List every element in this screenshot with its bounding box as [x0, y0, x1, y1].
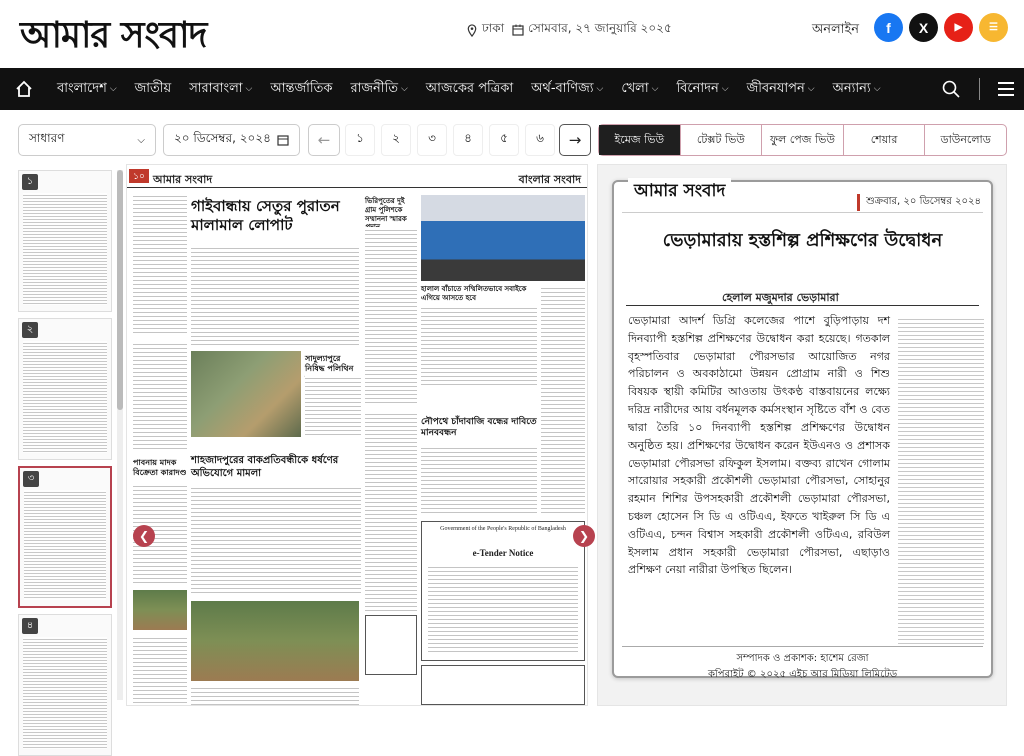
chevron-down-icon: ⌵: [721, 84, 729, 94]
date-picker-value: ২০ ডিসেম্বর, ২০২৪: [174, 131, 271, 145]
home-icon[interactable]: [0, 68, 48, 110]
view-tab[interactable]: টেক্সট ভিউ: [680, 125, 762, 155]
site-logo[interactable]: আমার সংবাদ: [20, 14, 207, 56]
nav-item[interactable]: [612, 79, 667, 100]
thumbnail-number: ৩: [23, 471, 39, 487]
search-icon[interactable]: [931, 68, 971, 110]
clipping-panel: [597, 164, 1007, 706]
nav-item[interactable]: [180, 79, 261, 100]
current-date: [512, 20, 672, 40]
main-headline[interactable]: গাইবান্ধায় সেতুর পুরাতন মালামাল লোপাট: [191, 197, 340, 234]
thumbnail-preview: [23, 193, 107, 305]
clipping-body: ভেড়ামারা আদর্শ ডিগ্রি কলেজের পাশে বুড়িপাড়ায় দশ দিনব্যাপী হস্তশিল্প প্রশিক্ষণের উদ্বোধন করা হয়েছে। গতকাল বৃহস্পতিবার ভেড়ামারা পৌরসভার আয়োজিত নগর পরিচালন ও অবকাঠামো উন্নয়ন প্রোগ্রাম নারী ও শিশু বিষয়ক স্থায়ী কমিটির আওতায় উৎকণ্ঠ বাস্তবায়নের লক্ষ্যে দরিদ্র নারীদের আয় বর্ধনমূলক কর্মসংস্থান সৃষ্টিতে বাঁশ ও বেত দ্বারা তৈরি ১০ দিনব্যাপী হস্তশিল্প প্রশিক্ষণের উদ্বোধন অনুষ্ঠিত হয়। প্রশিক্ষণের উদ্বোধন করেন ইউএনও ও প্রশাসক ভেড়ামারা পৌরসভা রফিকুল ইসলাম। বক্তব্য রাখেন গোলাম সারোয়ার সহকারী প্রকৌশলী ভেড়ামারা পৌরসভা, সোহানুর রহমান শিশির উপসহকারী প্রকৌশলী ভেড়ামারা পৌরসভা, চঞ্চল হোসেন সি ডি এ ওটিএএ, ইফতে খাইরুল সি ডি এ ওটিএএ, চন্দন বিশ্বাস সহকারী প্রকৌশলী ওটিএএ, রবিউল ইসলাম প্রধান সহকারী ভেড়ামারা পৌরসভা, এছাড়াও প্রশিক্ষণ নেয়া নারীরা উপস্থিত ছিলেন।: [628, 314, 890, 577]
text-column[interactable]: [191, 245, 359, 345]
article-headline[interactable]: ভিরিপুতের দুই গ্রাম পুলিশকে সম্মাননা স্মারক: [365, 196, 407, 223]
text-column[interactable]: [365, 227, 417, 405]
page-thumbnail[interactable]: [18, 466, 112, 608]
nav-item-label: আন্তর্জাতিক: [270, 80, 333, 96]
nav-item[interactable]: [824, 79, 890, 100]
main-nav: [0, 68, 1024, 110]
x-twitter-icon[interactable]: X: [909, 13, 938, 42]
arrow-right-icon: →: [568, 131, 582, 149]
chevron-down-icon: ⌵: [596, 84, 604, 94]
nav-item-label: সারাবাংলা: [189, 80, 243, 96]
page-number-button[interactable]: ৩: [417, 124, 447, 156]
nav-item[interactable]: [417, 79, 522, 100]
page-number-badge: ১০: [129, 169, 149, 183]
view-tab[interactable]: ফুল পেজ ভিউ: [761, 125, 843, 155]
clipping-headline: ভেড়ামারায় হস্তশিল্প প্রশিক্ষণের উদ্বোধন: [662, 230, 943, 251]
facebook-icon[interactable]: f: [874, 13, 903, 42]
chevron-down-icon: ⌵: [873, 84, 881, 94]
chevron-down-icon: ⌵: [807, 84, 815, 94]
masthead-rule: [127, 187, 587, 188]
footer-rule: [622, 646, 983, 647]
page-thumbnail[interactable]: [18, 318, 112, 460]
byline-rule: [626, 305, 979, 306]
page-number-button[interactable]: ২: [381, 124, 411, 156]
tender-text: [428, 564, 578, 654]
thumbnail-preview: [24, 490, 106, 600]
nav-item-label: অন্যান্য: [832, 80, 871, 96]
calendar-icon: [512, 24, 524, 36]
clipping-date: শুক্রবার, ২০ ডিসেম্বর ২০২৪: [857, 194, 981, 211]
location-pin-icon: [466, 24, 478, 37]
chevron-down-icon: ⌵: [245, 84, 253, 94]
page-thumbnail[interactable]: [18, 170, 112, 312]
article-headline[interactable]: নৌপথে চাঁদাবাজি বন্ধের দাবিতে মানববন্ধন: [421, 417, 537, 439]
nav-item[interactable]: [667, 79, 737, 100]
youtube-icon[interactable]: ▶: [944, 13, 973, 42]
thumbnail-preview: [23, 637, 107, 749]
view-tab[interactable]: শেয়ার: [843, 125, 925, 155]
nav-item[interactable]: [738, 79, 824, 100]
clipping-byline: হেলাল মজুমদার ভেড়ামারা: [722, 291, 839, 304]
date-picker[interactable]: [163, 124, 300, 156]
quote-headline[interactable]: হালাল বাঁচাতে সম্মিলিতভাবে সবাইকে এগিয়ে আসতে হবে: [421, 284, 527, 302]
text-column[interactable]: [133, 193, 187, 333]
nav-item-label: খেলা: [621, 80, 649, 96]
thumbnail-number: ২: [22, 322, 38, 338]
chevron-down-icon: ⌵: [651, 84, 659, 94]
article-headline[interactable]: সাদুল্যাপুরে নিষিদ্ধ পলিথিন: [305, 353, 354, 373]
nav-item-label: আজকের পত্রিকা: [425, 80, 514, 96]
tender-notice[interactable]: [421, 665, 585, 705]
hamburger-menu-icon[interactable]: [988, 68, 1024, 110]
newspaper-page[interactable]: [126, 164, 588, 706]
paper-masthead: আমার সংবাদ: [153, 173, 213, 186]
article-photo[interactable]: [421, 195, 585, 281]
text-column[interactable]: [191, 485, 361, 595]
nav-item-label: জাতীয়: [134, 80, 172, 96]
nav-item[interactable]: [48, 79, 126, 100]
nav-item[interactable]: [126, 79, 181, 100]
thumbnail-preview: [23, 341, 107, 453]
online-link[interactable]: অনলাইন: [812, 22, 859, 37]
nav-item[interactable]: [261, 79, 341, 100]
tender-notice[interactable]: [421, 521, 585, 661]
tender-org: Government of the People's Republic of Bangladesh: [440, 526, 566, 532]
paper-section: বাংলার সংবাদ: [518, 173, 581, 186]
footer-editor: সম্পাদক ও প্রকাশক: হাশেম রেজা: [736, 653, 869, 664]
edition-value: সাধারণ: [29, 131, 65, 145]
page-number-list: [345, 124, 555, 156]
scrollbar-thumb[interactable]: [117, 170, 123, 410]
page-thumbnail[interactable]: [18, 614, 112, 756]
thumbnail-number: ১: [22, 174, 38, 190]
prev-page-arrow-icon[interactable]: ❮: [133, 525, 155, 547]
nav-item-label: বাংলাদেশ: [57, 80, 107, 96]
nav-item[interactable]: [522, 79, 612, 100]
location: [466, 20, 504, 40]
page-number-button[interactable]: ৬: [525, 124, 555, 156]
view-tab[interactable]: ডাউনলোড: [924, 125, 1006, 155]
nav-item-label: বিনোদন: [676, 80, 719, 96]
prev-page-button[interactable]: [308, 124, 340, 156]
text-column[interactable]: [421, 445, 537, 515]
chevron-down-icon: ⌵: [137, 134, 145, 146]
news-clipping-card[interactable]: [612, 180, 993, 678]
page-number-button[interactable]: ৪: [453, 124, 483, 156]
text-column[interactable]: [365, 411, 417, 611]
edition-select[interactable]: [18, 124, 156, 156]
site-header: [0, 0, 1024, 68]
rss-icon[interactable]: ☰: [979, 13, 1008, 42]
text-column[interactable]: [305, 375, 361, 437]
page-thumbnails: [16, 164, 124, 706]
thumbnail-scrollbar[interactable]: [117, 170, 123, 700]
text-column[interactable]: [541, 285, 585, 515]
nav-item-label: অর্থ-বাণিজ্য: [531, 80, 594, 96]
calendar-icon: [277, 134, 289, 146]
article-photo[interactable]: [191, 351, 301, 437]
clipping-divider: [622, 212, 983, 213]
ad-box[interactable]: [365, 615, 417, 675]
view-tabs: [598, 124, 1007, 156]
thumbnail-number: ৪: [22, 618, 38, 634]
text-column[interactable]: [421, 305, 537, 385]
next-page-button[interactable]: [559, 124, 591, 156]
nav-item-label: জীবনযাপন: [746, 80, 805, 96]
nav-item-label: রাজনীতি: [350, 80, 398, 96]
article-photo[interactable]: [191, 601, 359, 681]
arrow-left-icon: ←: [317, 131, 331, 149]
article-headline[interactable]: পাবনায় মাদক বিক্রেতা কারাদণ্ড: [133, 457, 187, 477]
view-tab[interactable]: ইমেজ ভিউ: [599, 125, 680, 155]
article-photo[interactable]: [133, 590, 187, 630]
text-column[interactable]: [133, 341, 187, 451]
adjacent-column-text: [898, 316, 984, 646]
next-page-arrow-icon[interactable]: ❯: [573, 525, 595, 547]
text-column[interactable]: [133, 635, 187, 705]
date-text: সোমবার, ২৭ জানুয়ারি ২০২৫: [528, 21, 672, 35]
nav-divider: [979, 78, 980, 100]
tender-title: e-Tender Notice: [472, 548, 534, 558]
text-column[interactable]: [191, 685, 359, 705]
page-number-button[interactable]: ১: [345, 124, 375, 156]
nav-item[interactable]: [341, 79, 416, 100]
clipping-footer: [614, 651, 991, 682]
footer-copyright: কপিরাইট © ২০২৫ এইচ আর মিডিয়া লিমিটেড: [707, 668, 898, 680]
page-number-button[interactable]: ৫: [489, 124, 519, 156]
chevron-down-icon: ⌵: [400, 84, 408, 94]
chevron-down-icon: ⌵: [109, 84, 117, 94]
article-headline[interactable]: শাহজাদপুরের বাকপ্রতিবন্ধীকে ধর্ষণের অভিযোগে মামলা: [191, 455, 339, 479]
location-text: ঢাকা: [482, 21, 505, 35]
clipping-logo: আমার সংবাদ: [628, 178, 731, 206]
